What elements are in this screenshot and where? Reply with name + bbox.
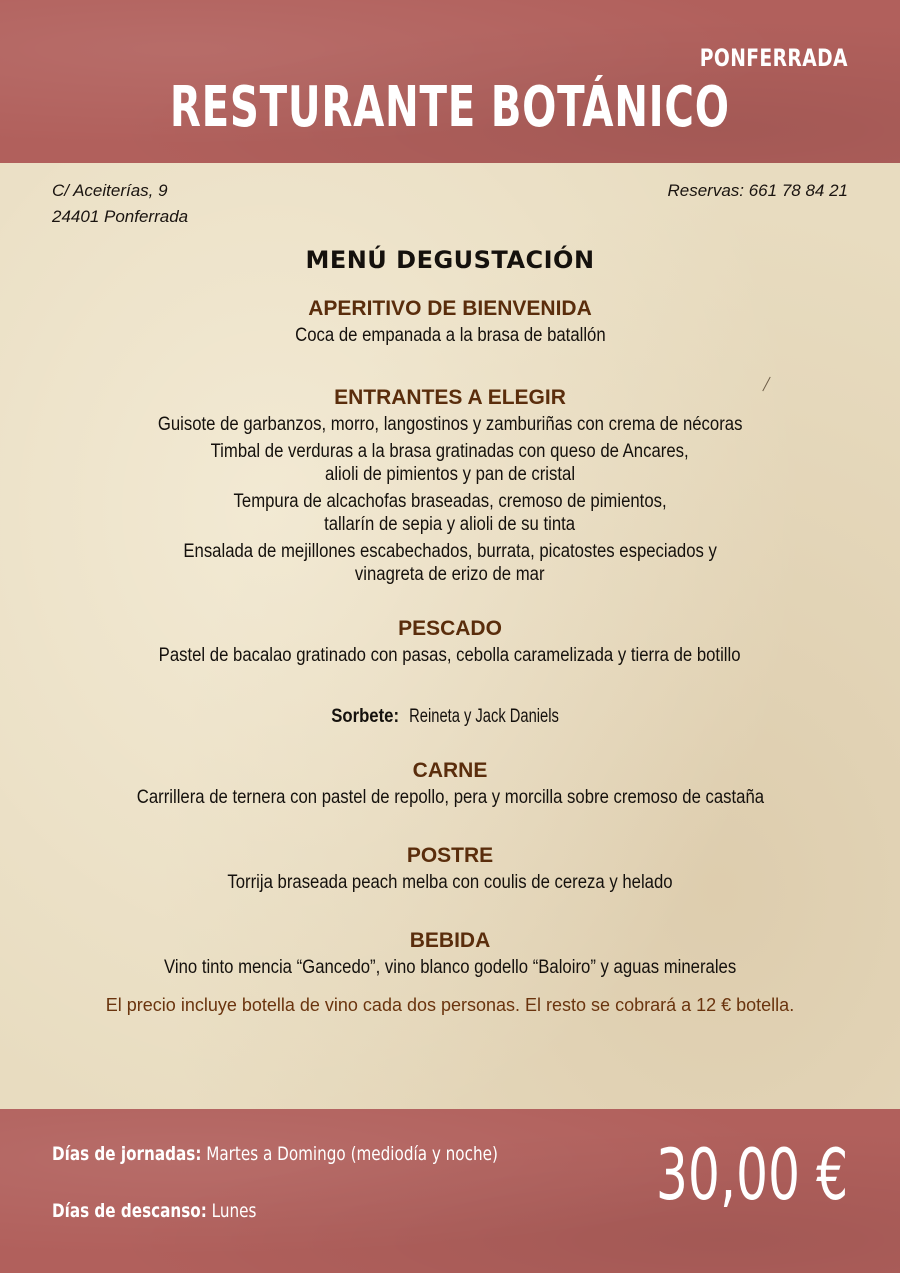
section-bebida — [0, 926, 900, 979]
dish-item: Carrillera de ternera con pastel de repollo, pera y morcilla sobre cremoso de castaña — [136, 787, 764, 808]
reservations-phone: Reservas: 661 78 84 21 — [667, 181, 848, 200]
section-heading: CARNE — [412, 759, 488, 782]
closing-days-label: Días de descanso: — [52, 1200, 207, 1222]
closing-days-value: Lunes — [206, 1200, 257, 1222]
section-carne — [0, 756, 900, 809]
section-entrantes — [0, 383, 900, 586]
sorbete-line — [0, 705, 900, 728]
section-heading: PESCADO — [398, 617, 502, 640]
closing-days — [52, 1200, 256, 1222]
city-label: PONFERRADA — [699, 44, 848, 72]
sorbete-label: Sorbete: — [331, 706, 399, 727]
section-heading: ENTRANTES A ELEGIR — [334, 386, 566, 409]
section-pescado — [0, 614, 900, 667]
section-postre — [0, 841, 900, 894]
restaurant-title-text: RESTURANTE BOTÁNICO — [170, 75, 730, 140]
dish-item: Vino tinto mencia “Gancedo”, vino blanco godello “Baloiro” y aguas minerales — [163, 957, 737, 978]
sorbete-text: Reineta y Jack Daniels — [409, 706, 559, 727]
dish-item: Coca de empanada a la brasa de batallón — [294, 325, 606, 346]
section-aperitivo — [0, 294, 900, 347]
opening-days — [52, 1143, 498, 1165]
dish-item: Guisote de garbanzos, morro, langostinos y zamburiñas con crema de nécoras — [157, 414, 743, 435]
opening-days-value: Martes a Domingo (mediodía y noche) — [201, 1143, 498, 1165]
address-line-1: C/ Aceiterías, 9 — [52, 181, 168, 200]
section-heading: POSTRE — [406, 844, 494, 867]
dish-item: Torrija braseada peach melba con coulis de cereza y helado — [227, 872, 673, 893]
restaurant-title — [0, 75, 900, 140]
menu-content — [0, 294, 900, 1017]
menu-title: MENÚ DEGUSTACIÓN — [305, 246, 595, 274]
opening-days-label: Días de jornadas: — [52, 1143, 202, 1165]
section-heading: BEBIDA — [409, 929, 491, 952]
dish-item: Timbal de verduras a la brasa gratinadas con queso de Ancares, alioli de pimientos y pan de cristal — [210, 441, 690, 485]
wine-price-note: El precio incluye botella de vino cada dos personas. El resto se cobrará a 12 € botella. — [105, 995, 795, 1015]
dish-item: Tempura de alcachofas braseadas, cremoso de pimientos, tallarín de sepia y alioli de su tinta — [233, 491, 667, 535]
dish-item: Ensalada de mejillones escabechados, burrata, picatostes especiados y vinagreta de erizo de mar — [183, 541, 717, 585]
address-line-2: 24401 Ponferrada — [52, 207, 189, 226]
section-heading: APERITIVO DE BIENVENIDA — [308, 297, 592, 320]
address — [52, 178, 188, 230]
dish-item: Pastel de bacalao gratinado con pasas, cebolla caramelizada y tierra de botillo — [159, 645, 741, 666]
menu-price: 30,00 € — [655, 1134, 848, 1216]
